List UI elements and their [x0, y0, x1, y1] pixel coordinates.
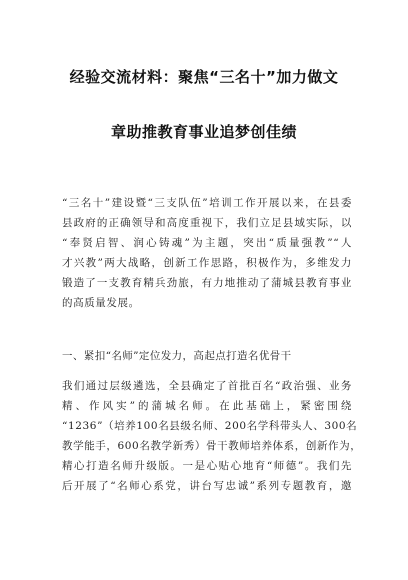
text-line: 县政府的正确领导和高度重视下，我们立足县域实际，以 [62, 217, 352, 229]
section-1-paragraph [62, 376, 362, 496]
text-line: “奉贤启智、润心铸魂”为主题，突出“质量强教”“人 [62, 237, 352, 249]
text-line: “1236”（培养100名县级名师、200名学科带头人、300名 [62, 420, 358, 432]
intro-paragraph [62, 193, 352, 313]
text-line: 才兴教”两大战略，创新工作思路，积极作为，多维发力 [62, 257, 352, 269]
section-heading-1: 一、紧扣“名师”定位发力，高起点打造名优骨干 [62, 350, 292, 362]
text-line: “三名十”建设暨“三支队伍”培训工作开展以来，在县委 [62, 197, 352, 209]
text-line: 的高质量发展。 [62, 297, 140, 309]
text-line: 精心打造名师升级版。一是心贴心地育“师德”。我们先 [62, 460, 352, 472]
document-title-line-1: 经验交流材料：聚焦“三名十”加力做文 [69, 68, 339, 86]
document-title-line-2: 章助推教育事业追梦创佳绩 [110, 123, 297, 141]
text-line: 锻造了一支教育精兵劲旅，有力地推动了蒲城县教育事业 [62, 277, 352, 289]
text-line: 后开展了“名师心系党，讲台写忠诚”系列专题教育，邀 [62, 480, 352, 492]
text-line: 我们通过层级遴选，全县确定了首批百名“政治强、业务 [62, 380, 352, 392]
text-line: 精、作风实”的蒲城名师。在此基础上，紧密围绕 [62, 400, 352, 412]
text-line: 教学能手，600名教学新秀）骨干教师培养体系，创新作为， [62, 440, 362, 452]
